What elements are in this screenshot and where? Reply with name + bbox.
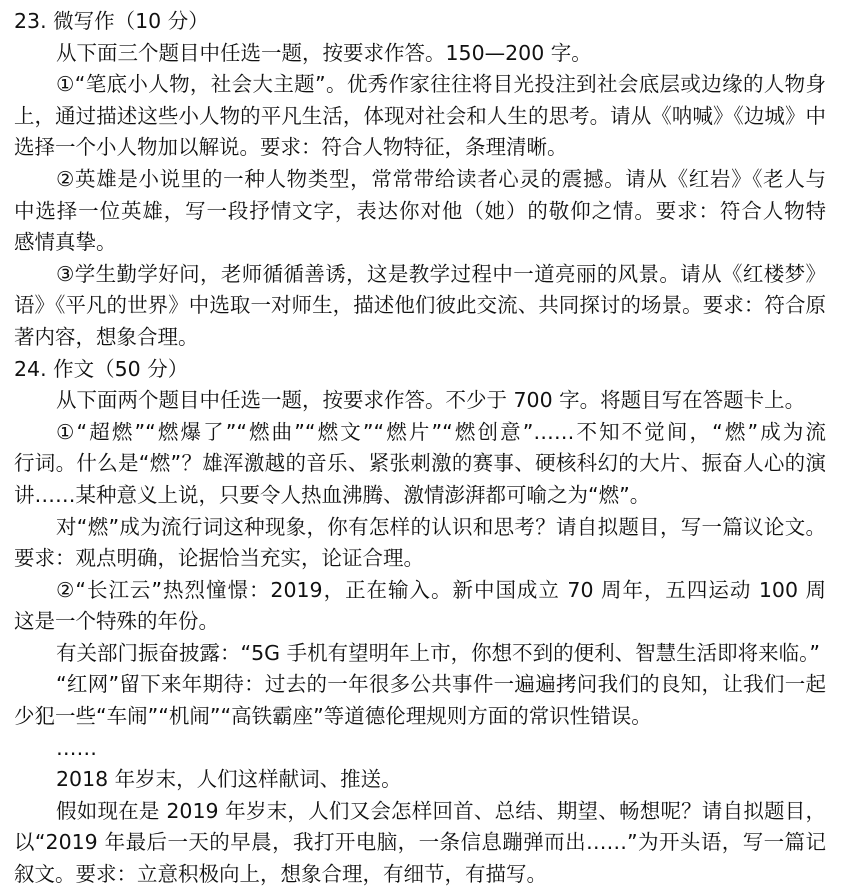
q24-option-2: [14, 575, 826, 891]
q24-option-2-line: 叙文。要求：立意积极向上，想象合理，有细节，有描写。: [14, 862, 547, 887]
q23-option-3-line: ③学生勤学好问，老师循循善诱，这是教学过程中一道亮丽的风景。请从《红楼梦》: [56, 261, 826, 286]
q23-option-2-line: ②英雄是小说里的一种人物类型，常常带给读者心灵的震撼。请从《红岩》《老人与: [56, 166, 826, 191]
question-24-intro: 从下面两个题目中任选一题，按要求作答。不少于 700 字。将题目写在答题卡上。: [56, 388, 806, 413]
question-24-heading: 24. 作文（50 分）: [14, 356, 189, 381]
q23-option-1-line: 选择一个小人物加以解说。要求：符合人物特征，条理清晰。: [14, 135, 568, 160]
q23-option-3-line: 语》《平凡的世界》中选取一对师生，描述他们彼此交流、共同探讨的场景。要求：符合原: [14, 293, 826, 318]
q24-option-1-line: ①“超燃”“燃爆了”“燃曲”“燃文”“燃片”“燃创意”……不知不觉间，“燃”成为流: [56, 419, 826, 444]
q23-option-1: [14, 69, 826, 164]
q24-option-2-line: 有关部门振奋披露：“5G 手机有望明年上市，你想不到的便利、智慧生活即将来临。”: [56, 640, 820, 665]
q23-option-2-line: 中选择一位英雄，写一段抒情文字，表达你对他（她）的敬仰之情。要求：符合人物特: [14, 198, 826, 223]
q24-option-2-line: 以“2019 年最后一天的早晨，我打开电脑，一条信息蹦弹而出……”为开头语，写一篇记: [14, 830, 826, 855]
question-23: [14, 6, 826, 354]
q24-option-1-line: 要求：观点明确，论据恰当充实，论证合理。: [14, 546, 424, 571]
q23-option-3-line: 著内容，想象合理。: [14, 324, 199, 349]
q24-option-2-line: 2018 年岁末，人们这样献词、推送。: [56, 767, 402, 792]
q24-option-2-ellipsis: ……: [56, 735, 97, 760]
q24-option-2-line: 假如现在是 2019 年岁末，人们又会怎样回首、总结、期望、畅想呢？请自拟题目，: [56, 798, 826, 823]
q24-option-1: [14, 417, 826, 575]
q24-option-2-line: “红网”留下来年期待：过去的一年很多公共事件一遍遍拷问我们的良知，让我们一起: [56, 672, 826, 697]
q23-option-2: [14, 164, 826, 259]
question-23-intro: 从下面三个题目中任选一题，按要求作答。150—200 字。: [56, 40, 592, 65]
q24-option-2-line: ②“长江云”热烈憧憬：2019，正在输入。新中国成立 70 周年，五四运动 100 周: [56, 577, 826, 602]
question-24: [14, 354, 826, 891]
q24-option-1-line: 讲……某种意义上说，只要令人热血沸腾、激情澎湃都可喻之为“燃”。: [14, 482, 651, 507]
question-23-heading: 23. 微写作（10 分）: [14, 9, 209, 33]
q23-option-3: [14, 259, 826, 354]
q24-option-1-line: 对“燃”成为流行词这种现象，你有怎样的认识和思考？请自拟题目，写一篇议论文。: [56, 514, 826, 539]
q24-option-1-line: 行词。什么是“燃”？雄浑激越的音乐、紧张刺激的赛事、硬核科幻的大片、振奋人心的演: [14, 451, 826, 476]
q24-option-2-line: 少犯一些“车闹”“机闹”“高铁霸座”等道德伦理规则方面的常识性错误。: [14, 704, 652, 729]
q23-option-1-line: ①“笔底小人物，社会大主题”。优秀作家往往将目光投注到社会底层或边缘的人物身: [56, 72, 826, 97]
q23-option-1-line: 上，通过描述这些小人物的平凡生活，体现对社会和人生的思考。请从《呐喊》《边城》中: [14, 103, 826, 128]
q24-option-2-line: 这是一个特殊的年份。: [14, 609, 219, 634]
exam-page: [14, 6, 826, 891]
q23-option-2-line: 感情真挚。: [14, 230, 117, 255]
